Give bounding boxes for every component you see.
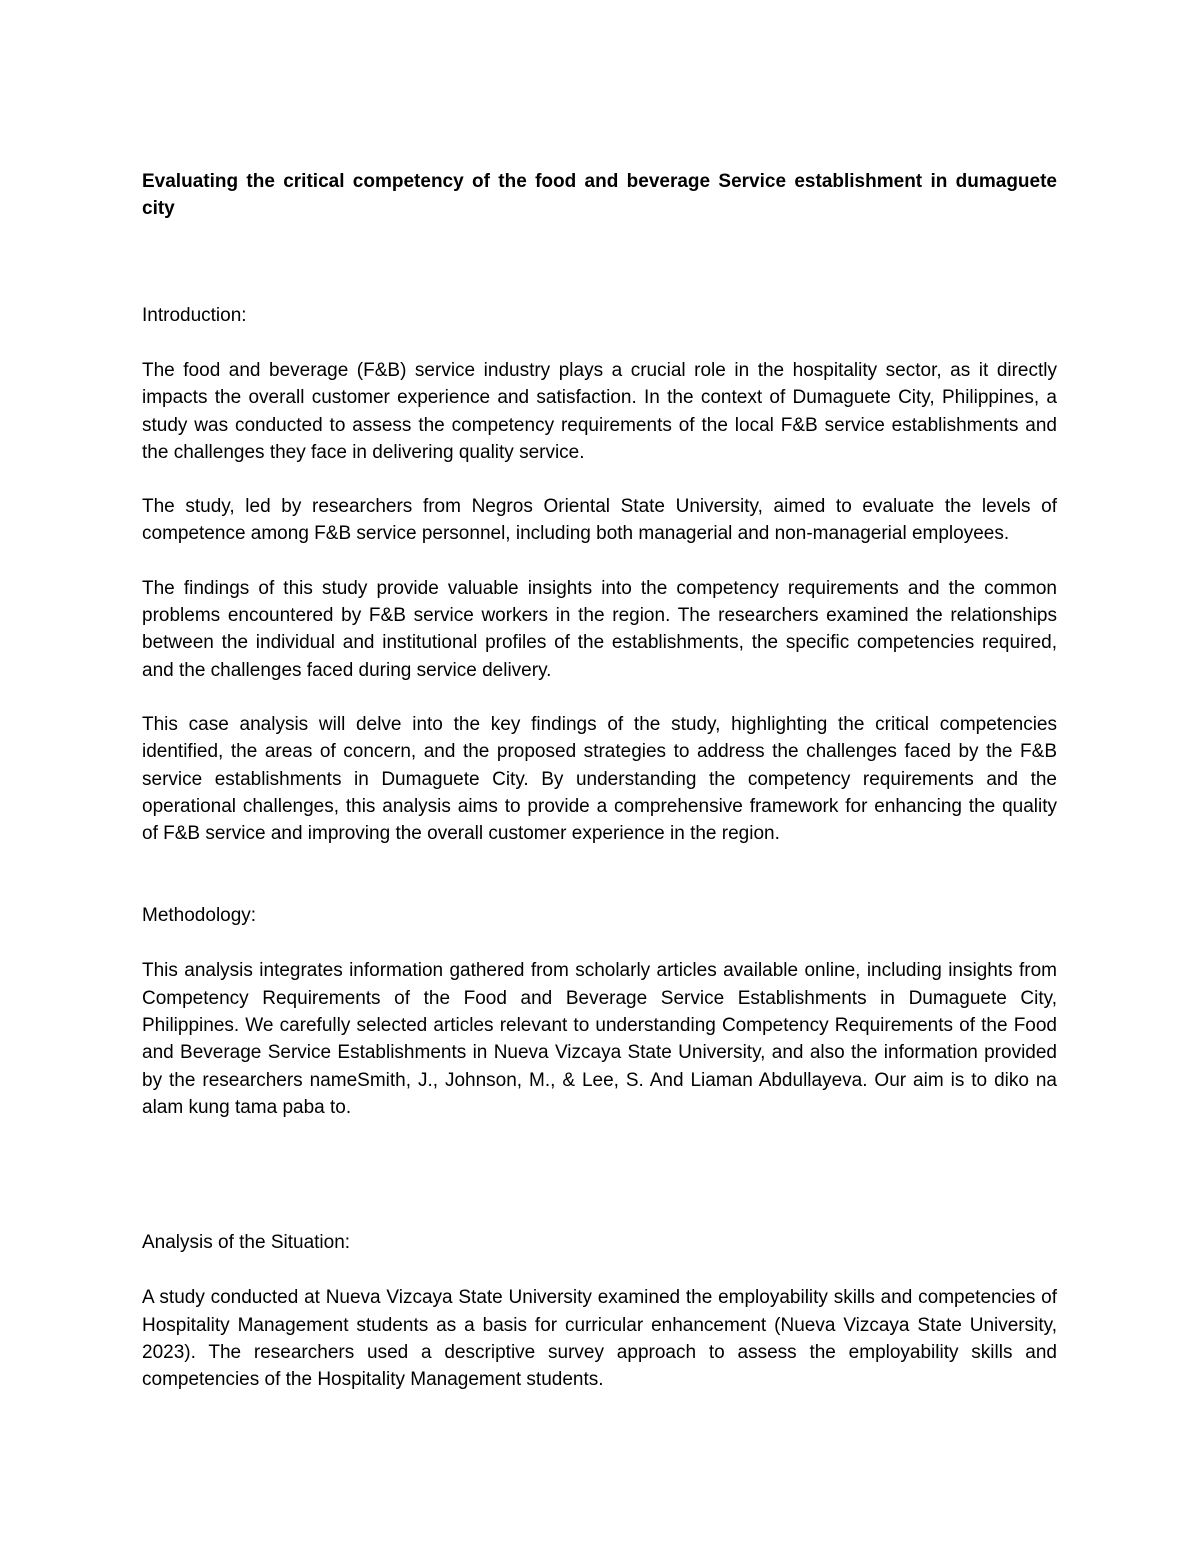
intro-paragraph-4: This case analysis will delve into the key findings of the study, highlighting the critical competencies identified, the areas of concern, and the proposed strategies to address the challenges faced by the F&B service establishments in Dumaguete City. By understanding the competency requirements and the operational challenges, this analysis aims to provide a comprehensive framework for enhancing the quality of F&B service and improving the overall customer experience in the region.: [142, 713, 1057, 845]
methodology-paragraph-1: This analysis integrates information gathered from scholarly articles available online, including insights from Competency Requirements of the Food and Beverage Service Establishments in Dumaguete City, Philippines. We carefully selected articles relevant to understanding Competency Requirements of the Food and Beverage Service Establishments in Nueva Vizcaya State University, and also the information provided by the researchers nameSmith, J., Johnson, M., & Lee, S. And Liaman Abdullayeva. Our aim is to diko na alam kung tama paba to.: [142, 960, 1057, 1118]
document-body: [142, 168, 1057, 1393]
document-title: Evaluating the critical competency of the food and beverage Service establishment in dumaguete city: [142, 171, 1057, 219]
intro-paragraph-3: The findings of this study provide valuable insights into the competency requirements and the common problems encountered by F&B service workers in the region. The researchers examined the relationships between the individual and institutional profiles of the establishments, the specific competencies required, and the challenges faced during service delivery.: [142, 577, 1057, 681]
analysis-paragraph-1: A study conducted at Nueva Vizcaya State University examined the employability skills and competencies of Hospitality Management students as a basis for curricular enhancement (Nueva Vizcaya State University, 2023). The researchers used a descriptive survey approach to assess the employability skills and competencies of the Hospitality Management students.: [142, 1287, 1057, 1391]
intro-paragraph-2: The study, led by researchers from Negros Oriental State University, aimed to evaluate the levels of competence among F&B service personnel, including both managerial and non-managerial employees.: [142, 496, 1057, 545]
intro-paragraph-1: The food and beverage (F&B) service industry plays a crucial role in the hospitality sector, as it directly impacts the overall customer experience and satisfaction. In the context of Dumaguete City, Philippines, a study was conducted to assess the competency requirements of the local F&B service establishments and the challenges they face in delivering quality service.: [142, 360, 1057, 463]
section-heading-analysis: Analysis of the Situation:: [142, 1232, 351, 1254]
section-heading-introduction: Introduction:: [142, 305, 247, 326]
section-heading-methodology: Methodology:: [142, 905, 257, 927]
